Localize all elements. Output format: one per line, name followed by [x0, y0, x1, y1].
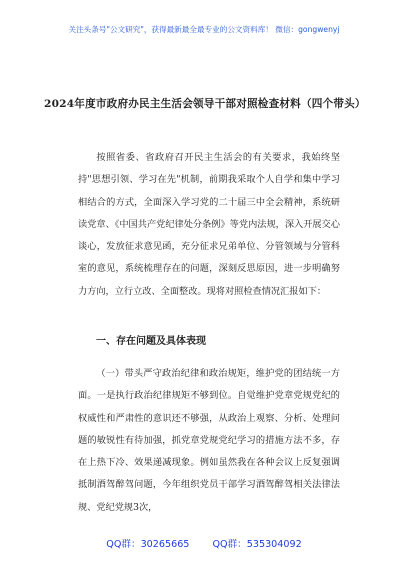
footer-qq-group-1: QQ群：30265665: [106, 539, 190, 550]
body-paragraph: （一）带头严守政治纪律和政治规矩，维护党的团结统一方面。一是执行政治纪律规矩不够到位。自觉维护党章党规党纪的权威性和严肃性的意识还不够强，从政治上观察、分析、处理问题的敏锐性有待加强，抓党章党规党纪学习的措施方法不多，存在上热下冷、效果递减现象。例如虽然我在各种会议上反复强调抵制酒驾醉驾问题，今年组织党员干部学习酒驾醉驾相关法律法规、党纪党规3次，: [78, 368, 340, 513]
header-note: 关注头条号"公文研究"，获得最新最全最专业的公文资料库！ 微信：gongwenyj: [68, 25, 340, 34]
document-title: 2024年度市政府办民主生活会领导干部对照检查材料（四个带头）: [44, 98, 366, 110]
footer: [0, 536, 408, 550]
body-paragraph: 按照省委、省政府召开民主生活会的有关要求，我始终坚持"思想引领、学习在先"机制，前期我采取个人自学和集中学习相结合的方式，全面深入学习党的二十届三中全会精神，系统研读党章、《中国共产党纪律处分条例》等党内法规，深入开展交心谈心，发放征求意见函，充分征求兄弟单位、分管领域与分管科室的意见，系统梳理存在的问题，深刻反思原因，进一步明确努力方向，立行立改、全面整改。现将对照检查情况汇报如下：: [78, 152, 340, 297]
section-heading: 一、存在问题及具体表现: [96, 336, 206, 347]
footer-qq-group-2: QQ群：535304092: [212, 539, 302, 550]
